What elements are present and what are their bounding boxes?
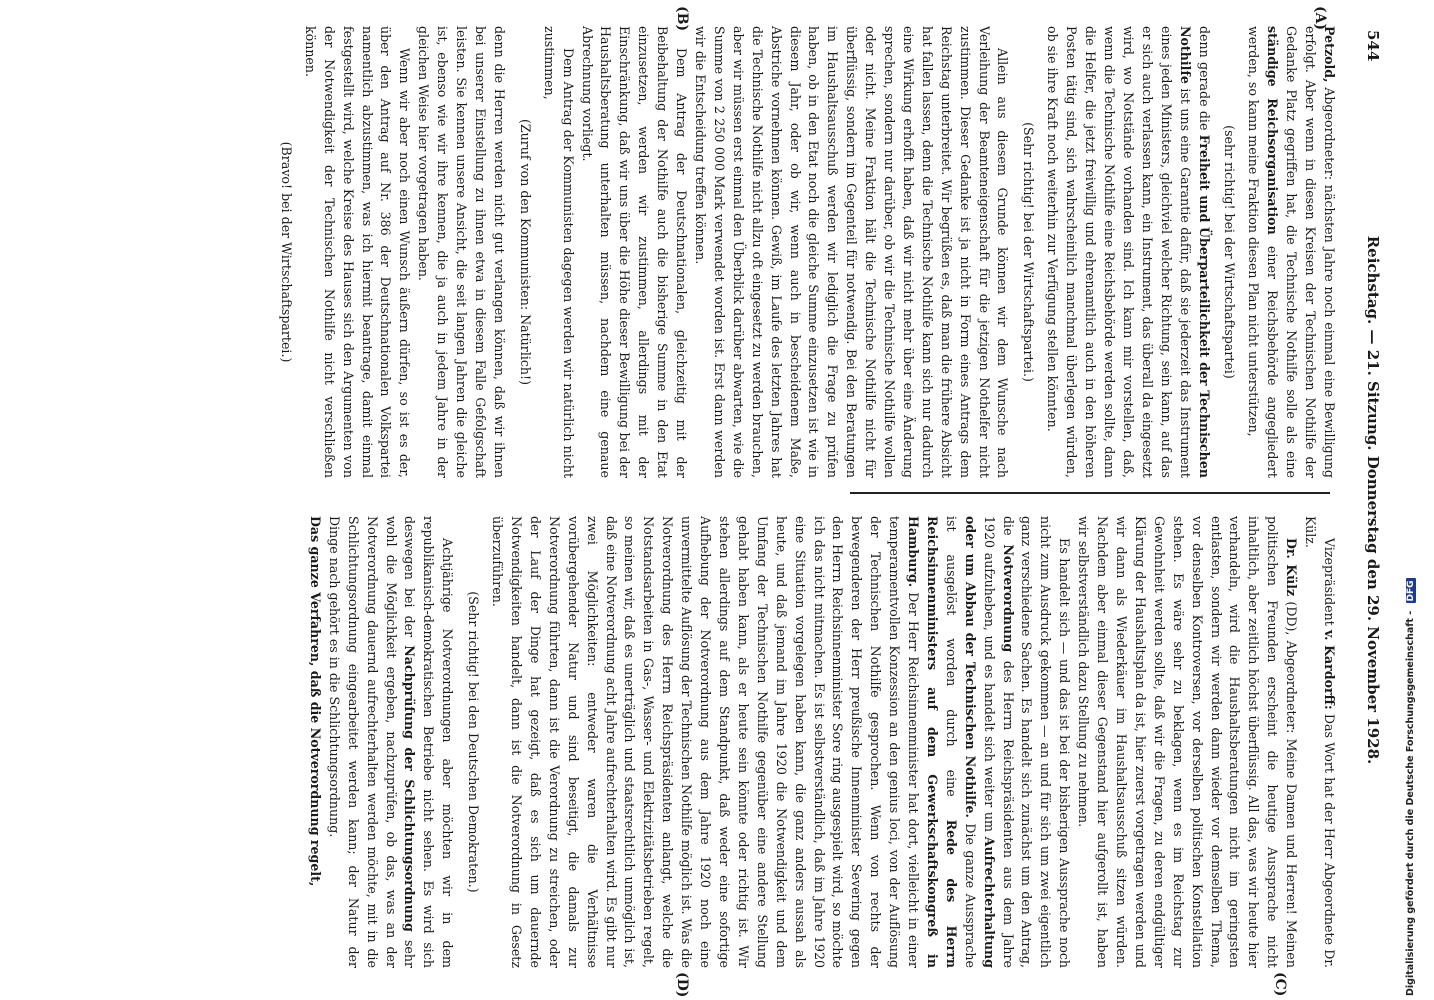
interjection: (Bravo! bei der Wirtschaftspartei.): [278, 141, 294, 363]
paragraph: [305, 516, 324, 968]
margin-mark-c: (C): [1272, 972, 1288, 997]
paragraph: Wenn wir aber noch einen Wunsch äußern dürfen, so ist es der, über den Antrag auf Nr. 386 der Deutschnationalen Volkspartei namentlich abzustimmen, was ich hiermit beantrage, damit einmal festgestellt wird, welche Kreise des Hauses sich den Argumenten von der Notwendigkeit der Technischen Nothilfe nicht verschließen können.: [302, 26, 413, 478]
paragraph: [324, 516, 456, 968]
paragraph: [1300, 516, 1338, 968]
emphasis-text: ständige Reichsorganisation: [1265, 26, 1281, 235]
margin-mark-a: (A): [1312, 6, 1328, 31]
interjection: (sehr richtig! bei der Wirtschaftspartei): [1222, 125, 1238, 379]
column-divider: [850, 492, 1330, 494]
paragraph: Allein aus diesem Grunde können wir dem Wunsche nach Verleihung der Beamteneigenschaft für die jetzigen Nothelfer nicht zustimmen. Dieser Gedanke ist ja nicht in Form eines Antrags dem Reichstag unterbreitet. Wir begrüßen es, daß man die frühere Absicht hat fallen lassen, denn die Technische Nothilfe kann sich nur dadurch eine Wirkung erhofft haben, daß wir nicht mehr über eine Änderung sprechen, sondern nur darüber, ob wir die Technische Nothilfe wollen oder nicht. Meine Fraktion hält die Technische Nothilfe nicht für überflüssig, sondern im Gegenteil für notwendig. Bei den Beratungen im Haushaltsausschuß werden wir lediglich die Frage zu prüfen haben, ob in den Etat noch die gleiche Summe einzusetzen ist wie in diesem Jahr, oder ob wir, wenn auch in bescheidenem Maße, Abstriche vornehmen können. Gewiß, im Laufe des letzten Jahres hat die Technische Nothilfe nicht allzu oft eingesetzt zu werden brauchen, aber wir müssen erst einmal den Überblick darüber abwarten, wie die Summe von 2 250 000 Mark verwendet worden ist. Erst dann werden wir die Entscheidung treffen können.: [693, 26, 1011, 478]
dfg-logo: DFG: [1406, 580, 1416, 602]
footer-text: Digitalisierung gefördert durch die Deutsche Forschungsgemeinschaft -: [1405, 610, 1416, 996]
paragraph-text: Die ganze Aussprache ist ausgelöst worden durch eine: [943, 516, 978, 968]
paragraph-text: nächsten Jahre noch einmal eine Bewilligung erfolgt. Aber wenn in diesen Kreisen der Technischen Nothilfe der Gedanke Platz gegriffen hat, die Technische Nothilfe solle als eine: [1284, 26, 1337, 478]
emphasis-text: Aufrechterhaltung oder um Abbau der Technischen Nothilfe.: [962, 516, 997, 968]
paragraph: [1073, 516, 1300, 968]
paragraph-text: Vizepräsident: [1322, 538, 1337, 626]
emphasis-text: Rede des Herrn Reichsinnenministers auf dem Gewerkschaftskongreß in Hamburg.: [906, 516, 959, 968]
paragraph-text: des Herrn Reichspräsidenten aus dem Jahre 1920 aufzuheben, und es handelt sich weiter um: [981, 516, 1016, 968]
page-header: [1356, 20, 1386, 980]
emphasis-text: Nachprüfung der Schlichtungsordnung: [402, 645, 418, 932]
emphasis-text: Das ganze Verfahren, daß die Notverordnung regelt,: [307, 516, 323, 887]
emphasis-text: Freiheit und Überparteilichkeit der Technischen Nothilfe: [1177, 26, 1212, 478]
paragraph: denn die Herren werden nicht gut verlangen können, daß wir ihnen bei unserer Einstellung zu ihnen etwa in diesem Falle Gefolgschaft leisten. Sie kennen unsere Ansicht, die seit langen Jahren die gleiche ist, ebenso wie wir ihre kennen, die ja auch in jedem Jahre in der gleichen Weise hier vorgetragen haben.: [416, 26, 507, 478]
paragraph-text: einer Reichsbehörde angegliedert werden, so kann meine Fraktion diesen Plan nicht unterstützen,: [1246, 26, 1281, 478]
paragraph: [487, 516, 1073, 968]
paragraph-text: Achtjährige Notverordnungen aber möchten wir in dem republikanisch-demokratischen Betriebe nicht sehen. Es wird sich deswegen bei der: [402, 516, 456, 968]
running-title: Reichstag. — 21. Sitzung. Donnerstag den 29. November 1928.: [1364, 235, 1382, 765]
paragraph-text: denn gerade die: [1196, 26, 1212, 131]
paragraph-text: (DD), Abgeordneter: Meine Damen und Herren! Meinen politischen Freunden erscheint die heutige Aussprache nicht inhaltlich, aber zeitlich höchst überflüssig. All das, was wir heute hier verhandeln, wird die Haushaltsberatungen nicht im geringsten entlasten, sondern wir werden dann wieder vor demselben Thema, vor denselben Kontroversen, vor derselben politischen Konstellation stehen. Es wäre sehr zu beklagen, wenn es im Reichstag zur Gewohnheit werden sollte, daß wir die Fragen, zu deren endgültiger Klärung der Haushaltsplan da ist, hier zuerst vorgetragen werden und wir dann als Wiederkäuer im Haushaltsausschuß sitzen würden. Nachdem aber einmal dieser Gegenstand hier aufgerollt ist, haben wir selbstverständlich dazu Stellung zu nehmen.: [1076, 516, 1300, 968]
paragraph: [1042, 26, 1212, 478]
margin-mark-d: (D): [674, 972, 690, 998]
speaker-name: Petzold,: [1322, 26, 1337, 83]
emphasis-text: Notverordnung: [1000, 544, 1016, 653]
paragraph: [1243, 26, 1338, 478]
left-column: [38, 26, 1338, 478]
paragraph: Dem Antrag der Kommunisten dagegen werden wir natürlich nicht zustimmen,: [541, 26, 576, 478]
speaker-name: v. Kardorff:: [1322, 630, 1337, 710]
interjection: (Sehr richtig! bei den Deutschen Demokraten.): [466, 591, 482, 893]
paragraph-text: ist uns eine Garantie dafür, daß sie jederzeit das Instrument eines jeden Ministers, gleichviel welcher Richtung, sein kann, auf das er sich auch verlassen kann, ein Instrument, das überall da eingesetzt wird, wo Notstände vorhanden sind. Ich kann mir vorstellen, daß, wenn die Technische Nothilfe eine Reichsbehörde werden sollte, dann die Helfer, die jetzt freiwillig und ehrenamtlich auch in den höheren Posten tätig sind, sich wahrscheinlich manchmal überlegen würden, ob sie ihre Kraft noch weiterhin zur Verfügung stellen könnten.: [1045, 26, 1193, 478]
speaker-role: Abgeordneter:: [1322, 82, 1337, 181]
interjection: (Zuruf von den Kommunisten: Natürlich!): [517, 118, 533, 386]
paragraph: Dem Antrag der Deutschnationalen, gleichzeitig mit der Beibehaltung der Nothilfe auch die bisherige Summe in den Etat einzusetzen, werden wir zustimmen, allerdings mit der Einschränkung, daß wir uns über die Höhe dieser Bewilligung bei der Haushaltsberatung unterhalten müssen, nachdem eine genaue Abrechnung vorliegt.: [579, 26, 690, 478]
digitization-footer: [1405, 0, 1416, 996]
paragraph-text: Der Herr Reichsinnenminister hat dort, vielleicht in einer temperamentvollen Konzession an den genius loci, von der Auflösung der Technischen Nothilfe gesprochen. Wenn von rechts der bewegenderen der Herr preußische Innenminister Severing gegen den Herrn Reichsinnenminister Sore ring ausgespielt wird, so möchte ich das nicht mitmachen. Es ist selbstverständlich, daß im Jahre 1920 eine Situation vorgelegen haben kann, die ganz anders aussah als heute, und daß jemand im Jahre 1920 die Notwendigkeit und dem Umfang der Technischen Nothilfe gegenüber eine andere Stellung gehabt haben kann, als er heute sein könnte oder richtig ist. Wir stehen allerdings auf dem Standpunkt, daß weder eine sofortige Aufhebung der Notverordnung aus dem Jahre 1920 noch eine unvermittelte Auflösung der Technischen Nothilfe möglich ist. Was die Notverordnung des Herrn Reichspräsidenten anlangt, welche die Notstandsarbeiten in Gas-, Wasser- und Elektrizitätsbetrieben regelt, so meinen wir, daß es unerträglich und staatsrechtlich unmöglich ist, daß eine Notverordnung acht Jahre aufrechterhalten wird. Es gibt nur zwei Möglichkeiten: entweder waren die Verhältnisse vorübergehender Natur und sind beseitigt, die damals zur Notverordnung führten, dann ist die Verordnung zu streichen, oder der Lauf der Dinge hat gezeigt, daß es sich um dauernde Notwendigkeiten handelt, dann ist die Notverordnung in Gesetz überzuführen.: [490, 516, 922, 968]
paragraph-text: Es handelt sich — und das ist bei der bisherigen Aussprache noch nicht zum Ausdruck gekommen — an und für sich um zwei eigentlich ganz verschiedene Sachen. Es handelt sich zunächst um den Antrag, die: [1000, 516, 1073, 968]
margin-mark-b: (B): [674, 6, 690, 32]
paragraph-text: Das Wort hat der Herr Abgeordnete Dr. Külz.: [1303, 516, 1337, 968]
paragraph-text: sehr wohl die Möglichkeit ergeben, nachzuprüfen, ob das, was an der Notverordnung dauernd aufrechterhalten werden möchte, mit in die Schlichtungsordnung eingearbeitet werden kann; der Natur der Dinge nach gehört es in die Schlichtungsordnung.: [326, 516, 418, 968]
speaker-name: Dr. Külz: [1284, 538, 1300, 597]
interjection: (Sehr richtig! bei der Wirtschaftspartei.): [1021, 122, 1037, 382]
right-column: [38, 516, 1338, 968]
page-number: 544: [1364, 30, 1382, 62]
